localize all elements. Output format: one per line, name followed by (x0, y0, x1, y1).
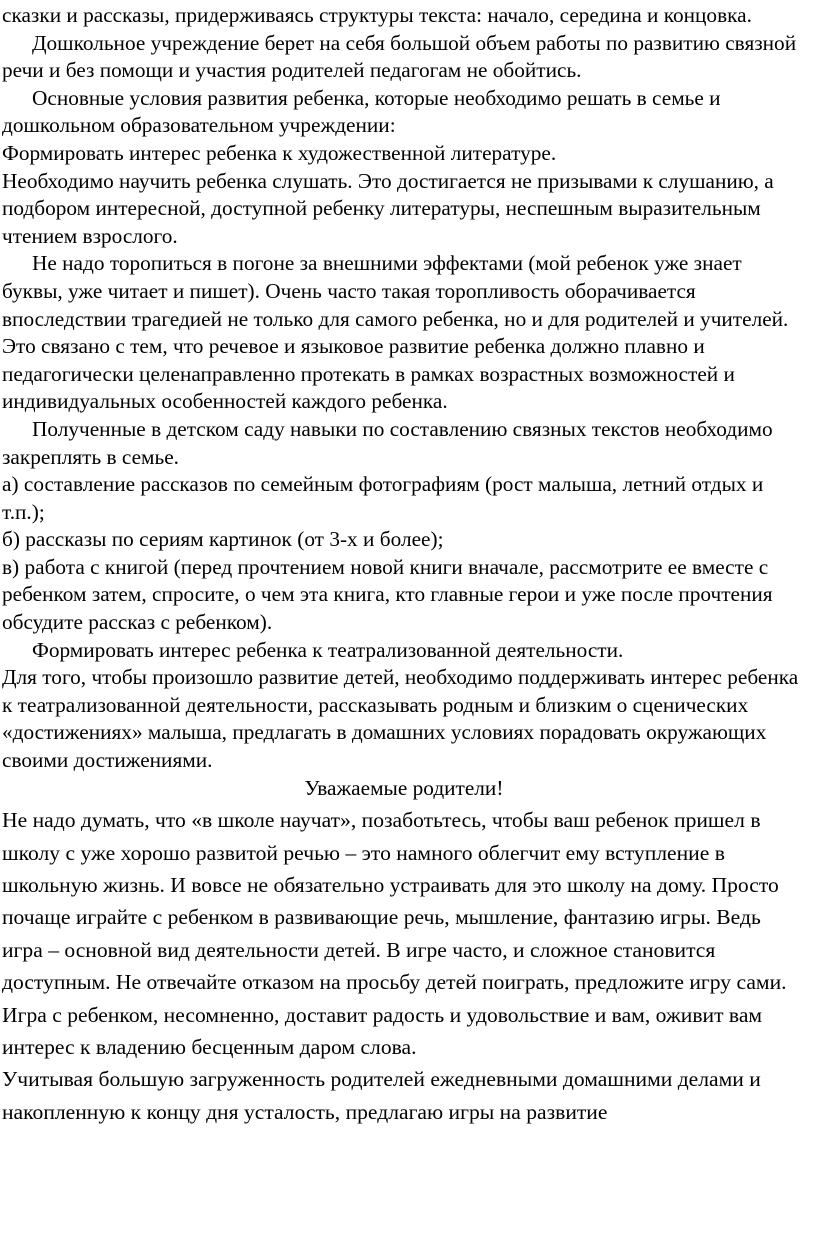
list-item-b: б) рассказы по сериям картинок (от 3-х и более); (2, 527, 444, 552)
heading-dear-parents: Уважаемые родители! (304, 775, 504, 800)
paragraph-games-intro: Учитывая большую загруженность родителей ежедневными домашними делами и накопленную к концу дня усталость, предлагаю игры на развитие (2, 1067, 761, 1124)
paragraph-skills-at-home: Полученные в детском саду навыки по составлению связных текстов необходимо закреплять в семье. (2, 416, 773, 469)
paragraph-theatre-support: Для того, чтобы произошло развитие детей, необходимо поддерживать интерес ребенка к театрализованной деятельности, рассказывать родным и близким о сценических «достижениях» малыша, предлагать в домашних условиях порадовать окружающих своими достижениями. (2, 665, 799, 773)
paragraph-literature-interest: Формировать интерес ребенка к художественной литературе. (2, 140, 557, 165)
list-item-a: а) составление рассказов по семейным фотографиям (рост малыша, летний отдых и т.п.); (2, 472, 764, 524)
paragraph-listening: Необходимо научить ребенка слушать. Это достигается не призывами к слушанию, а подбором интересной, доступной ребенку литературы, неспешным выразительным чтением взрослого. (2, 168, 774, 248)
paragraph-continuation: сказки и рассказы, придерживаясь структуры текста: начало, середина и концовка. (2, 3, 752, 27)
list-item-c: в) работа с книгой (перед прочтением новой книги вначале, рассмотрите ее вместе с ребенком затем, спросите, о чем эта книга, кто главные герои и уже после прочтения обсудите рассказ с ребенком). (2, 554, 773, 635)
appeal-block (2, 804, 806, 1128)
paragraph-main-conditions: Основные условия развития ребенка, которые необходимо решать в семье и дошкольном образовательном учреждении: (2, 85, 721, 138)
paragraph-theatre-interest: Формировать интерес ребенка к театрализованной деятельности. (32, 637, 624, 662)
paragraph-no-rush: Не надо торопиться в погоне за внешними эффектами (мой ребенок уже знает буквы, уже читает и пишет). Очень часто такая торопливость оборачивается впоследствии трагедией не только для самого ребенка, но и для родителей и учителей. Это связано с тем, что речевое и языковое развитие ребенка должно плавно и педагогически целенаправленно протекать в рамках возрастных возможностей и индивидуальных особенностей каждого ребенка. (2, 251, 789, 414)
paragraph-preschool-role: Дошкольное учреждение берет на себя большой объем работы по развитию связной речи и без помощи и участия родителей педагогам не обойтись. (2, 30, 797, 83)
paragraph-appeal: Не надо думать, что «в школе научат», позаботьтесь, чтобы ваш ребенок пришел в школу с уже хорошо развитой речью – это намного облегчит ему вступление в школьную жизнь. И вовсе не обязательно устраивать для это школу на дому. Просто почаще играйте с ребенком в развивающие речь, мышление, фантазию игры. Ведь игра – основной вид деятельности детей. В игре часто, и сложное становится доступным. Не отвечайте отказом на просьбу детей поиграть, предложите игру сами. Игра с ребенком, несомненно, доставит радость и удовольствие и вам, оживит вам интерес к владению бесценным даром слова. (2, 808, 787, 1060)
